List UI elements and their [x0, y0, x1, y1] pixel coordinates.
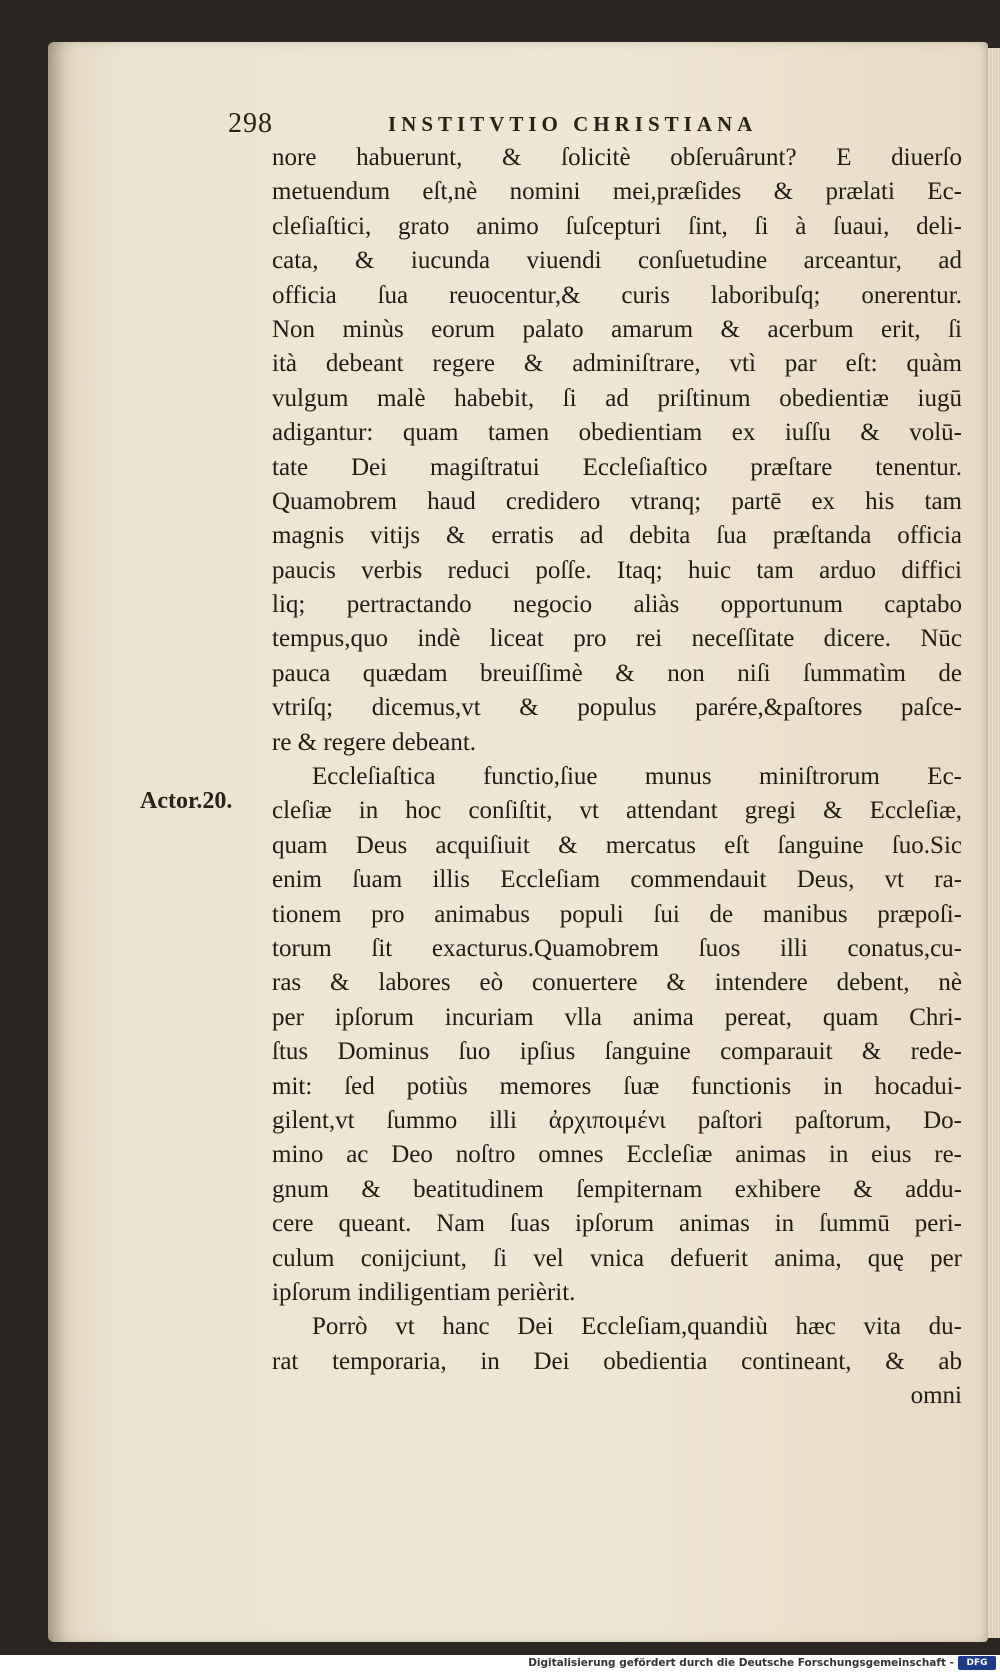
- text-line: Non minùs eorum palato amarum & acerbum erit, ſi: [272, 315, 962, 343]
- dfg-logo: DFG: [958, 1656, 996, 1670]
- text-line: ità debeant regere & adminiſtrare, vtì par eſt: quàm: [272, 350, 962, 378]
- text-line: quam Deus acquiſiuit & mercatus eſt ſanguine ſuo.Sic: [272, 831, 962, 859]
- text-line: cleſiaſtici, grato animo ſuſcepturi ſint, ſi à ſuaui, deli-: [272, 212, 962, 240]
- text-line: enim ſuam illis Eccleſiam commendauit Deus, vt ra-: [272, 866, 962, 894]
- text-line: Eccleſiaſtica functio,ſiue munus miniſtrorum Ec-: [312, 763, 962, 791]
- text-line: cata, & iucunda viuendi conſuetudine arceantur, ad: [272, 247, 962, 275]
- margin-note: Actor.20.: [140, 788, 233, 814]
- text-line: cleſiæ in hoc conſiſtit, vt attendant gregi & Eccleſiæ,: [272, 797, 962, 825]
- text-line: Porrò vt hanc Dei Eccleſiam,quandiù hæc vita du-: [312, 1313, 962, 1341]
- body-text: [272, 141, 962, 1413]
- page-header: [228, 108, 808, 142]
- text-line: liq; pertractando negocio aliàs opportunum captabo: [272, 591, 962, 619]
- catchword: omni: [910, 1382, 962, 1410]
- text-line: mit: ſed potiùs memores ſuæ functionis in hocadui-: [272, 1072, 962, 1100]
- text-line: Quamobrem haud credidero vtranq; partē ex his tam: [272, 487, 962, 515]
- text-line: nore habuerunt, & ſolicitè obſeruârunt? E diuerſo: [272, 144, 962, 171]
- text-line: gnum & beatitudinem ſempiternam exhibere & addu-: [272, 1175, 962, 1203]
- text-line: metuendum eſt,nè nomini mei,præſides & prælati Ec-: [272, 178, 962, 206]
- page-number: 298: [228, 108, 273, 139]
- text-line: tionem pro animabus populi ſui de manibus præpoſi-: [272, 900, 962, 928]
- footer-credit: Digitalisierung gefördert durch die Deutsche Forschungsgemeinschaft -: [528, 1657, 954, 1669]
- text-line: rat temporaria, in Dei obedientia contineant, & ab: [272, 1347, 962, 1375]
- text-line: paucis verbis reduci poſſe. Itaq; huic tam arduo diffici: [272, 556, 962, 584]
- text-line: gilent,vt ſummo illi ἀρχιποιμένι paſtori paſtorum, Do-: [272, 1106, 962, 1134]
- text-line: tempus,quo indè liceat pro rei neceſſitate dicere. Nūc: [272, 625, 962, 653]
- text-line: adigantur: quam tamen obedientiam ex iuſſu & volū-: [272, 419, 962, 447]
- text-line: cere queant. Nam ſuas ipſorum animas in ſummū peri-: [272, 1210, 962, 1238]
- text-line: officia ſua reuocentur,& curis laboribuſq; onerentur.: [272, 281, 962, 309]
- text-line: culum conijciunt, ſi vel vnica defuerit anima, quę per: [272, 1244, 962, 1272]
- text-line: tate Dei magiſtratui Eccleſiaſtico præſtare tenentur.: [272, 453, 962, 481]
- text-line: torum ſit exacturus.Quamobrem ſuos illi conatus,cu-: [272, 934, 962, 962]
- text-line: per ipſorum incuriam vlla anima pereat, quam Chri-: [272, 1003, 962, 1031]
- text-line: vulgum malè habebit, ſi ad priſtinum obedientiæ iugū: [272, 384, 962, 412]
- running-title: INSTITVTIO CHRISTIANA: [388, 112, 758, 136]
- text-line: re & regere debeant.: [272, 728, 477, 756]
- page-edge: [988, 48, 1000, 1638]
- text-line: ſtus Dominus ſuo ipſius ſanguine comparauit & rede-: [272, 1038, 962, 1066]
- text-line: vtriſq; dicemus,vt & populus parére,&paſtores paſce-: [272, 694, 962, 722]
- text-line: ipſorum indiligentiam perièrit.: [272, 1278, 576, 1306]
- text-line: ras & labores eò conuertere & intendere debent, nè: [272, 969, 962, 997]
- text-line: mino ac Deo noſtro omnes Eccleſiæ animas in eius re-: [272, 1141, 962, 1169]
- text-line: magnis vitijs & erratis ad debita ſua præſtanda officia: [272, 522, 962, 550]
- text-line: pauca quædam breuiſſimè & non niſi ſummatìm de: [272, 659, 962, 687]
